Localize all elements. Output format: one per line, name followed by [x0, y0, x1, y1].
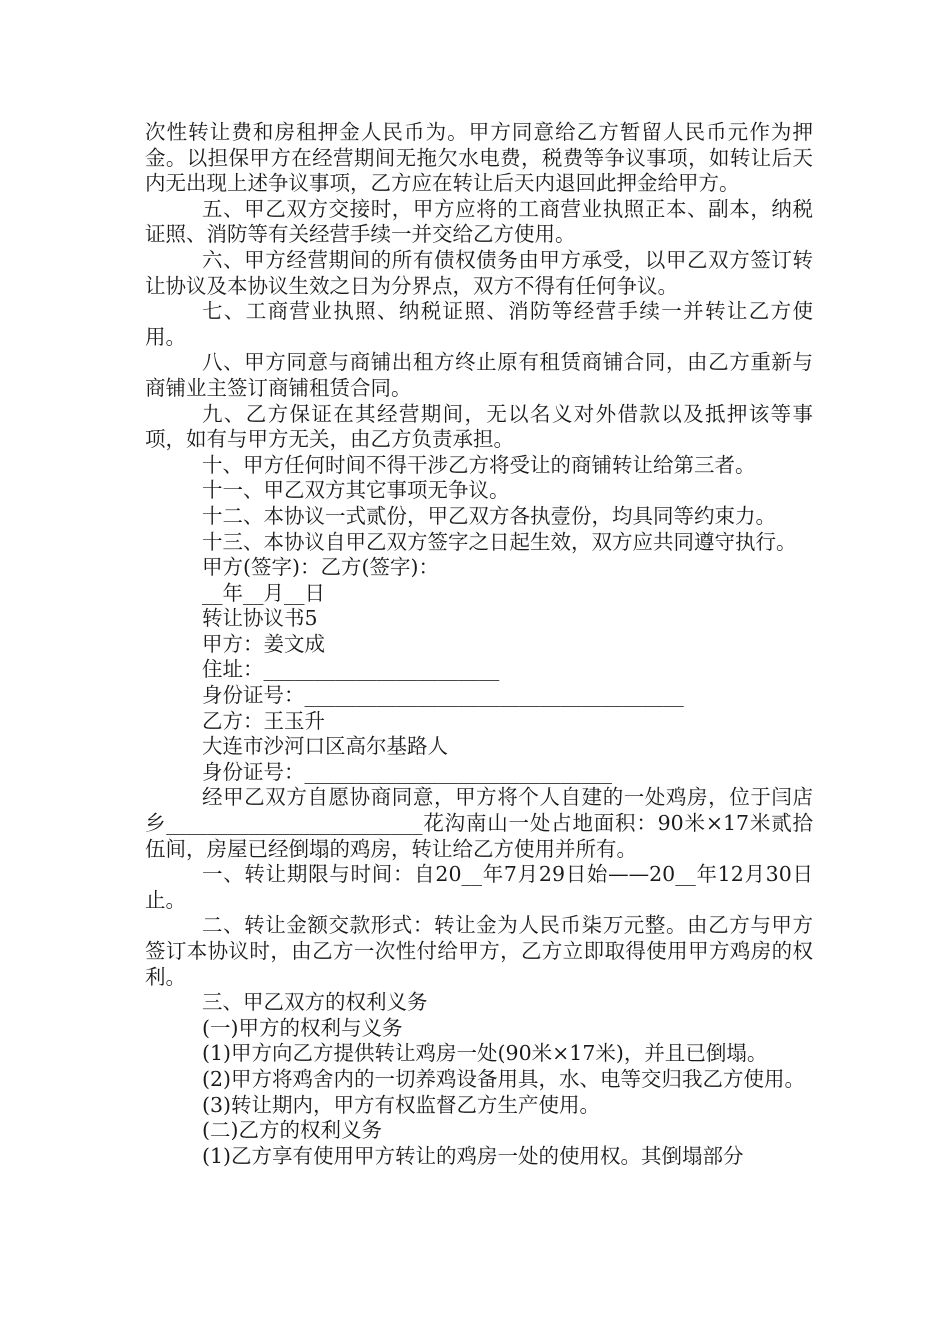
party-b-id: 身份证号：______________________________	[202, 759, 612, 784]
party-a-address: 住址：_______________________	[202, 657, 500, 682]
subclause-a-3: (3)转让期内，甲方有权监督乙方生产使用。	[202, 1092, 601, 1117]
subclause-b-heading: (二)乙方的权利义务	[202, 1118, 382, 1143]
paragraph-10: 十三、本协议自甲乙双方签字之日起生效，双方应共同遵守执行。	[202, 529, 797, 554]
paragraph-8: 十一、甲乙双方其它事项无争议。	[202, 478, 510, 503]
paragraph-4: 七、工商营业执照、纳税证照、消防等经营手续一并转让乙方使用。	[145, 299, 813, 349]
party-b-address: 大连市沙河口区高尔基路人	[202, 734, 448, 759]
document-body	[145, 120, 813, 1169]
date-line: __年__月__日	[202, 580, 325, 605]
clause-1: 一、转让期限与时间：自20__年7月29日始——20__年12月30日止。	[145, 862, 813, 912]
subclause-a-2: (2)甲方将鸡舍内的一切养鸡设备用具，水、电等交归我乙方使用。	[202, 1066, 806, 1091]
subclause-a-1: (1)甲方向乙方提供转让鸡房一处(90米×17米)，并且已倒塌。	[202, 1041, 768, 1066]
clause-2: 二、转让金额交款形式：转让金为人民币柒万元整。由乙方与甲方签订本协议时，由乙方一次性付给甲方，乙方立即取得使用甲方鸡房的权利。	[145, 913, 813, 989]
subclause-b-1: (1)乙方享有使用甲方转让的鸡房一处的使用权。其倒塌部分	[202, 1143, 744, 1168]
subclause-a-heading: (一)甲方的权利与义务	[202, 1015, 403, 1040]
paragraph-9: 十二、本协议一式贰份，甲乙双方各执壹份，均具同等约束力。	[202, 503, 776, 528]
party-b-name: 乙方：王玉升	[202, 708, 325, 733]
paragraph-preamble: 经甲乙双方自愿协商同意，甲方将个人自建的一处鸡房，位于闫店乡_________________________花沟南山一处占地面积：90米×17米贰拾伍间，房屋已经倒塌的鸡房，转让给乙方使用并所有。	[145, 785, 813, 861]
party-a-name: 甲方：姜文成	[202, 631, 325, 656]
clause-3-heading: 三、甲乙双方的权利义务	[202, 990, 428, 1015]
paragraph-7: 十、甲方任何时间不得干涉乙方将受让的商铺转让给第三者。	[202, 452, 756, 477]
paragraph-2: 五、甲乙双方交接时，甲方应将的工商营业执照正本、副本，纳税证照、消防等有关经营手续一并交给乙方使用。	[145, 196, 813, 247]
signature-line: 甲方(签字)：乙方(签字)：	[202, 555, 439, 580]
paragraph-1: 次性转让费和房租押金人民币为。甲方同意给乙方暂留人民币元作为押金。以担保甲方在经营期间无拖欠水电费，税费等争议事项，如转让后天内无出现上述争议事项，乙方应在转让后天内退回此押金给甲方。	[145, 120, 813, 196]
party-a-id: 身份证号：_____________________________________	[202, 683, 684, 708]
paragraph-3: 六、甲方经营期间的所有债权债务由甲方承受，以甲乙双方签订转让协议及本协议生效之日为分界点，双方不得有任何争议。	[145, 247, 813, 298]
agreement-title: 转让协议书5	[202, 606, 318, 631]
paragraph-5: 八、甲方同意与商铺出租方终止原有租赁商铺合同，由乙方重新与商铺业主签订商铺租赁合同。	[145, 350, 813, 400]
paragraph-6: 九、乙方保证在其经营期间，无以名义对外借款以及抵押该等事项，如有与甲方无关，由乙方负责承担。	[145, 401, 813, 452]
